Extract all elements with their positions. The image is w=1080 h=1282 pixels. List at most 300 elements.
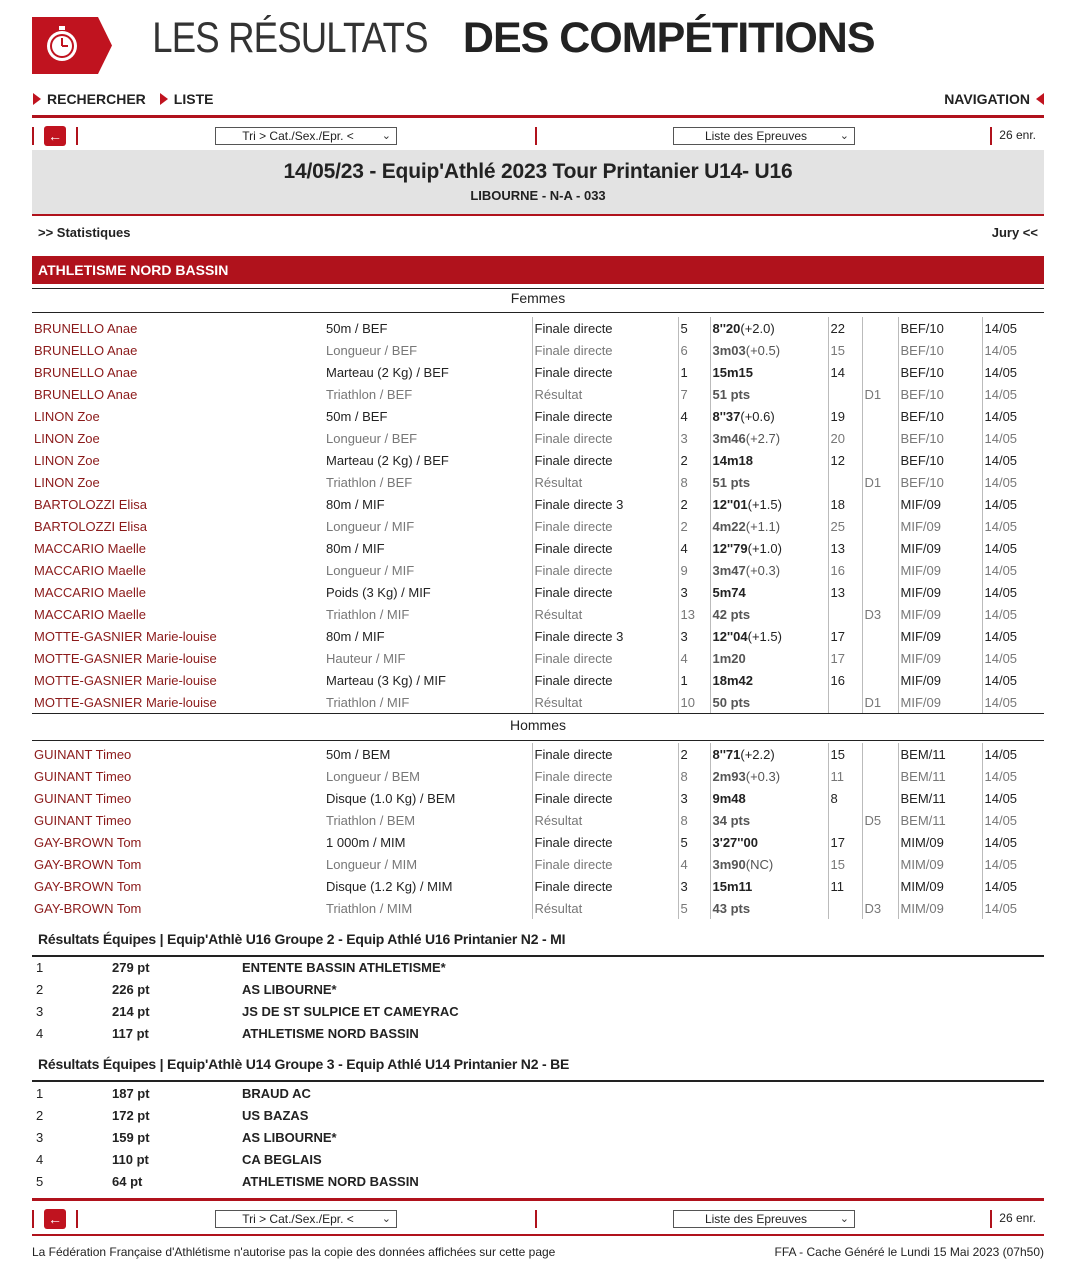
section-femmes: Femmes bbox=[510, 290, 566, 306]
epreuve: Longueur / BEF bbox=[326, 342, 418, 358]
date: 14/05 bbox=[982, 647, 1044, 669]
back-arrow-icon[interactable]: ← bbox=[44, 1209, 66, 1229]
place: 2 bbox=[678, 449, 710, 471]
athlete-name[interactable]: GAY-BROWN Tom bbox=[34, 878, 142, 894]
nav-liste-label: LISTE bbox=[173, 91, 214, 107]
performance bbox=[710, 853, 828, 875]
date: 14/05 bbox=[982, 383, 1044, 405]
athlete-name[interactable]: MOTTE-GASNIER Marie-louise bbox=[34, 694, 217, 710]
result-row bbox=[32, 743, 1044, 765]
divider bbox=[32, 115, 1044, 118]
date: 14/05 bbox=[982, 559, 1044, 581]
epreuve: Triathlon / MIF bbox=[326, 606, 410, 622]
epreuve: Marteau (2 Kg) / BEF bbox=[326, 364, 449, 380]
niveau bbox=[862, 493, 898, 515]
section-hommes: Hommes bbox=[509, 717, 566, 733]
epreuve: 50m / BEF bbox=[326, 320, 388, 336]
date: 14/05 bbox=[982, 405, 1044, 427]
team-rank: 3 bbox=[36, 1003, 44, 1019]
place: 1 bbox=[678, 361, 710, 383]
result-row bbox=[32, 427, 1044, 449]
team-club: BRAUD AC bbox=[242, 1085, 311, 1101]
result-row bbox=[32, 787, 1044, 809]
wind-value: (+2.2) bbox=[740, 746, 775, 762]
performance bbox=[710, 339, 828, 361]
performance bbox=[710, 603, 828, 625]
performance bbox=[710, 897, 828, 919]
category: MIF/09 bbox=[898, 581, 982, 603]
performance-value: 42 pts bbox=[712, 606, 751, 622]
athlete-name[interactable]: LINON Zoe bbox=[34, 452, 100, 468]
tour: Résultat bbox=[532, 471, 678, 493]
team-points: 117 pt bbox=[112, 1025, 149, 1041]
tour: Finale directe bbox=[532, 647, 678, 669]
points: 13 bbox=[828, 581, 862, 603]
niveau bbox=[862, 765, 898, 787]
performance bbox=[710, 625, 828, 647]
nav-rechercher-label: RECHERCHER bbox=[47, 91, 146, 107]
points: 15 bbox=[828, 339, 862, 361]
wind-value: (+0.3) bbox=[745, 562, 781, 578]
result-row bbox=[32, 603, 1044, 625]
result-row bbox=[32, 581, 1044, 603]
club-name: ATHLETISME NORD BASSIN bbox=[32, 256, 1044, 284]
team-rank: 2 bbox=[36, 1107, 44, 1123]
niveau bbox=[862, 787, 898, 809]
divider bbox=[535, 1210, 537, 1228]
date: 14/05 bbox=[982, 339, 1044, 361]
epreuve: Disque (1.0 Kg) / BEM bbox=[326, 790, 456, 806]
performance-value: 51 pts bbox=[712, 474, 751, 490]
performance bbox=[710, 647, 828, 669]
athlete-name[interactable]: GUINANT Timeo bbox=[34, 812, 132, 828]
performance-value: 3m47 bbox=[712, 562, 746, 578]
place: 8 bbox=[678, 809, 710, 831]
performance-value: 12''01 bbox=[712, 496, 748, 512]
team-row bbox=[32, 1000, 1044, 1022]
athlete-name[interactable]: LINON Zoe bbox=[34, 474, 100, 490]
team-rank: 5 bbox=[36, 1173, 44, 1189]
triangle-right-icon bbox=[33, 93, 41, 105]
points: 13 bbox=[828, 537, 862, 559]
points bbox=[828, 691, 862, 713]
team-points: 159 pt bbox=[112, 1129, 150, 1145]
result-row bbox=[32, 405, 1044, 427]
team-rank: 1 bbox=[36, 959, 44, 975]
points: 14 bbox=[828, 361, 862, 383]
sort-select[interactable] bbox=[215, 1210, 397, 1228]
category: BEF/10 bbox=[898, 471, 982, 493]
result-row bbox=[32, 471, 1044, 493]
tour: Finale directe bbox=[532, 427, 678, 449]
category: MIF/09 bbox=[898, 537, 982, 559]
team-results-title: Résultats Équipes | Equip'Athlè U16 Groupe 2 - Equip Athlé U16 Printanier N2 - MI bbox=[38, 931, 566, 947]
epreuves-select[interactable] bbox=[673, 127, 855, 145]
niveau bbox=[862, 875, 898, 897]
chevron-down-icon: ⌄ bbox=[839, 130, 849, 142]
performance-value: 18m42 bbox=[712, 672, 753, 688]
triangle-right-icon bbox=[160, 93, 168, 105]
epreuve: 1 000m / MIM bbox=[326, 834, 406, 850]
niveau bbox=[862, 317, 898, 339]
chevron-down-icon: ⌄ bbox=[839, 1213, 849, 1225]
title-bold: DES COMPÉTITIONS bbox=[462, 14, 875, 62]
tour: Finale directe bbox=[532, 339, 678, 361]
athlete-name[interactable]: BRUNELLO Anae bbox=[34, 364, 138, 380]
date: 14/05 bbox=[982, 669, 1044, 691]
team-points: 279 pt bbox=[112, 959, 150, 975]
performance bbox=[710, 691, 828, 713]
epreuve: Triathlon / MIF bbox=[326, 694, 410, 710]
category: BEF/10 bbox=[898, 449, 982, 471]
category: BEM/11 bbox=[898, 809, 982, 831]
performance bbox=[710, 669, 828, 691]
niveau bbox=[862, 339, 898, 361]
niveau bbox=[862, 831, 898, 853]
place: 3 bbox=[678, 787, 710, 809]
category: MIF/09 bbox=[898, 669, 982, 691]
wind-value: (+2.0) bbox=[740, 320, 775, 336]
epreuve: Triathlon / BEF bbox=[326, 386, 413, 402]
epreuve: Hauteur / MIF bbox=[326, 650, 406, 666]
epreuve: 80m / MIF bbox=[326, 496, 385, 512]
competition-header bbox=[32, 150, 1044, 214]
chevron-down-icon: ⌄ bbox=[381, 1213, 391, 1225]
athlete-name[interactable]: GUINANT Timeo bbox=[34, 768, 132, 784]
place: 2 bbox=[678, 515, 710, 537]
tour: Résultat bbox=[532, 897, 678, 919]
epreuves-select-value: Liste des Epreuves bbox=[704, 129, 808, 143]
date: 14/05 bbox=[982, 691, 1044, 713]
performance bbox=[710, 559, 828, 581]
divider bbox=[32, 288, 1044, 289]
performance bbox=[710, 383, 828, 405]
tour: Finale directe bbox=[532, 317, 678, 339]
athlete-name[interactable]: LINON Zoe bbox=[34, 408, 100, 424]
nav-navigation[interactable] bbox=[944, 90, 1044, 108]
result-row bbox=[32, 361, 1044, 383]
athlete-name[interactable]: GAY-BROWN Tom bbox=[34, 834, 142, 850]
points: 17 bbox=[828, 831, 862, 853]
sort-select-value: Tri > Cat./Sex./Epr. < bbox=[242, 129, 354, 143]
category: BEF/10 bbox=[898, 317, 982, 339]
team-club: JS DE ST SULPICE ET CAMEYRAC bbox=[242, 1003, 459, 1019]
date: 14/05 bbox=[982, 897, 1044, 919]
epreuve: Disque (1.2 Kg) / MIM bbox=[326, 878, 453, 894]
date: 14/05 bbox=[982, 317, 1044, 339]
date: 14/05 bbox=[982, 765, 1044, 787]
category: MIM/09 bbox=[898, 897, 982, 919]
tour: Finale directe bbox=[532, 765, 678, 787]
tour: Résultat bbox=[532, 603, 678, 625]
athlete-name[interactable]: BARTOLOZZI Elisa bbox=[34, 496, 147, 512]
wind-value: (+1.5) bbox=[747, 496, 782, 512]
wind-value: (+1.5) bbox=[747, 628, 782, 644]
performance bbox=[710, 875, 828, 897]
place: 5 bbox=[678, 897, 710, 919]
wind-value: (+0.6) bbox=[740, 408, 775, 424]
performance bbox=[710, 471, 828, 493]
performance bbox=[710, 427, 828, 449]
sort-select-value: Tri > Cat./Sex./Epr. < bbox=[242, 1212, 354, 1226]
points: 11 bbox=[828, 875, 862, 897]
athlete-name[interactable]: MACCARIO Maelle bbox=[34, 540, 146, 556]
record-count: 26 enr. bbox=[999, 1211, 1036, 1225]
performance bbox=[710, 831, 828, 853]
epreuve: Longueur / BEF bbox=[326, 430, 418, 446]
athlete-name[interactable]: BRUNELLO Anae bbox=[34, 320, 138, 336]
footer-cache-info: FFA - Cache Généré le Lundi 15 Mai 2023 (07h50) bbox=[774, 1245, 1044, 1259]
tour: Finale directe bbox=[532, 515, 678, 537]
category: MIF/09 bbox=[898, 559, 982, 581]
epreuve: Triathlon / BEM bbox=[326, 812, 416, 828]
result-row bbox=[32, 853, 1044, 875]
result-row bbox=[32, 317, 1044, 339]
tour: Finale directe bbox=[532, 787, 678, 809]
team-rank: 3 bbox=[36, 1129, 44, 1145]
tour: Résultat bbox=[532, 809, 678, 831]
team-rank: 1 bbox=[36, 1085, 44, 1101]
performance-value: 3m03 bbox=[712, 342, 746, 358]
divider bbox=[990, 1210, 992, 1228]
divider bbox=[32, 1198, 1044, 1201]
place: 3 bbox=[678, 625, 710, 647]
points: 15 bbox=[828, 743, 862, 765]
niveau bbox=[862, 669, 898, 691]
epreuve: Longueur / MIF bbox=[326, 562, 415, 578]
category: MIF/09 bbox=[898, 603, 982, 625]
result-row bbox=[32, 339, 1044, 361]
tour: Finale directe bbox=[532, 875, 678, 897]
niveau bbox=[862, 625, 898, 647]
place: 10 bbox=[678, 691, 710, 713]
performance bbox=[710, 765, 828, 787]
result-row bbox=[32, 831, 1044, 853]
place: 2 bbox=[678, 493, 710, 515]
result-row bbox=[32, 515, 1044, 537]
place: 3 bbox=[678, 581, 710, 603]
niveau bbox=[862, 537, 898, 559]
nav-liste[interactable] bbox=[160, 91, 214, 107]
team-club: ATHLETISME NORD BASSIN bbox=[242, 1173, 419, 1189]
performance-value: 2m93 bbox=[712, 768, 746, 784]
athlete-name[interactable]: GAY-BROWN Tom bbox=[34, 856, 142, 872]
wind-value: (+2.7) bbox=[745, 430, 781, 446]
team-row bbox=[32, 1170, 1044, 1192]
epreuves-select-value: Liste des Epreuves bbox=[704, 1212, 808, 1226]
divider bbox=[32, 1210, 34, 1228]
points bbox=[828, 897, 862, 919]
category: MIF/09 bbox=[898, 647, 982, 669]
epreuve: Marteau (3 Kg) / MIF bbox=[326, 672, 446, 688]
points: 17 bbox=[828, 647, 862, 669]
points: 19 bbox=[828, 405, 862, 427]
place: 4 bbox=[678, 537, 710, 559]
tour: Finale directe bbox=[532, 449, 678, 471]
points: 17 bbox=[828, 625, 862, 647]
performance-value: 3m90 bbox=[712, 856, 746, 872]
performance-value: 14m18 bbox=[712, 452, 753, 468]
epreuves-select[interactable] bbox=[673, 1210, 855, 1228]
tour: Finale directe bbox=[532, 537, 678, 559]
performance bbox=[710, 405, 828, 427]
date: 14/05 bbox=[982, 515, 1044, 537]
divider bbox=[32, 312, 1044, 313]
sort-select[interactable] bbox=[215, 127, 397, 145]
tour: Résultat bbox=[532, 691, 678, 713]
epreuve: 80m / MIF bbox=[326, 540, 385, 556]
date: 14/05 bbox=[982, 581, 1044, 603]
athlete-name[interactable]: BRUNELLO Anae bbox=[34, 386, 138, 402]
points: 16 bbox=[828, 669, 862, 691]
team-points: 110 pt bbox=[112, 1151, 149, 1167]
team-rank: 4 bbox=[36, 1025, 44, 1041]
nav-navigation-label: NAVIGATION bbox=[944, 91, 1030, 107]
athlete-name[interactable]: MACCARIO Maelle bbox=[34, 584, 146, 600]
place: 1 bbox=[678, 669, 710, 691]
back-arrow-icon[interactable]: ← bbox=[44, 126, 66, 146]
team-results-table bbox=[32, 956, 1044, 1044]
date: 14/05 bbox=[982, 537, 1044, 559]
points bbox=[828, 471, 862, 493]
epreuve: 50m / BEF bbox=[326, 408, 388, 424]
points: 16 bbox=[828, 559, 862, 581]
date: 14/05 bbox=[982, 809, 1044, 831]
date: 14/05 bbox=[982, 853, 1044, 875]
tour: Résultat bbox=[532, 383, 678, 405]
performance-value: 9m48 bbox=[712, 790, 746, 806]
result-row bbox=[32, 809, 1044, 831]
divider bbox=[32, 214, 1044, 216]
divider bbox=[32, 1234, 1044, 1236]
page-header bbox=[0, 0, 1080, 80]
place: 2 bbox=[678, 743, 710, 765]
record-count: 26 enr. bbox=[999, 128, 1036, 142]
result-row bbox=[32, 875, 1044, 897]
athlete-name[interactable]: LINON Zoe bbox=[34, 430, 100, 446]
divider bbox=[76, 127, 78, 145]
performance-value: 3m46 bbox=[712, 430, 746, 446]
results-table-femmes bbox=[32, 317, 1044, 713]
performance-value: 1m20 bbox=[712, 650, 746, 666]
tour: Finale directe 3 bbox=[532, 625, 678, 647]
athlete-name[interactable]: MOTTE-GASNIER Marie-louise bbox=[34, 628, 217, 644]
place: 3 bbox=[678, 875, 710, 897]
category: BEF/10 bbox=[898, 405, 982, 427]
team-club: CA BEGLAIS bbox=[242, 1151, 322, 1167]
epreuve: Longueur / MIF bbox=[326, 518, 415, 534]
performance-value: 43 pts bbox=[712, 900, 751, 916]
footer-disclaimer: La Fédération Française d'Athlétisme n'autorise pas la copie des données affichées sur cette page bbox=[32, 1245, 556, 1259]
team-points: 64 pt bbox=[112, 1173, 143, 1189]
athlete-name[interactable]: GUINANT Timeo bbox=[34, 746, 132, 762]
team-row bbox=[32, 1082, 1044, 1104]
tour: Finale directe bbox=[532, 853, 678, 875]
athlete-name[interactable]: GAY-BROWN Tom bbox=[34, 900, 142, 916]
result-row bbox=[32, 765, 1044, 787]
result-row bbox=[32, 537, 1044, 559]
niveau bbox=[862, 405, 898, 427]
epreuve: Longueur / MIM bbox=[326, 856, 418, 872]
points bbox=[828, 383, 862, 405]
place: 8 bbox=[678, 765, 710, 787]
place: 7 bbox=[678, 383, 710, 405]
category: MIF/09 bbox=[898, 515, 982, 537]
team-row bbox=[32, 1126, 1044, 1148]
performance-value: 34 pts bbox=[712, 812, 751, 828]
divider bbox=[76, 1210, 78, 1228]
place: 5 bbox=[678, 831, 710, 853]
result-row bbox=[32, 625, 1044, 647]
result-row bbox=[32, 691, 1044, 713]
performance-value: 3'27''00 bbox=[712, 834, 758, 850]
athlete-name[interactable]: BRUNELLO Anae bbox=[34, 342, 138, 358]
place: 5 bbox=[678, 317, 710, 339]
team-results-table bbox=[32, 1082, 1044, 1192]
epreuve: Triathlon / BEF bbox=[326, 474, 413, 490]
title-light: LES RÉSULTATS bbox=[152, 14, 428, 62]
niveau bbox=[862, 581, 898, 603]
place: 3 bbox=[678, 427, 710, 449]
performance-value: 51 pts bbox=[712, 386, 751, 402]
team-rank: 2 bbox=[36, 981, 44, 997]
triangle-left-icon bbox=[1036, 93, 1044, 105]
jury-link[interactable]: Jury << bbox=[991, 225, 1038, 240]
place: 4 bbox=[678, 405, 710, 427]
category: BEF/10 bbox=[898, 427, 982, 449]
athlete-name[interactable]: BARTOLOZZI Elisa bbox=[34, 518, 147, 534]
athlete-name[interactable]: MACCARIO Maelle bbox=[34, 606, 146, 622]
place: 8 bbox=[678, 471, 710, 493]
nav-left bbox=[33, 90, 227, 108]
team-row bbox=[32, 1148, 1044, 1170]
statistiques-link[interactable]: >> Statistiques bbox=[38, 225, 131, 240]
place: 6 bbox=[678, 339, 710, 361]
athlete-name[interactable]: MOTTE-GASNIER Marie-louise bbox=[34, 672, 217, 688]
tour: Finale directe bbox=[532, 581, 678, 603]
performance bbox=[710, 449, 828, 471]
place: 9 bbox=[678, 559, 710, 581]
epreuve: Triathlon / MIM bbox=[326, 900, 413, 916]
result-row bbox=[32, 559, 1044, 581]
performance-value: 8''37 bbox=[712, 408, 741, 424]
team-row bbox=[32, 1022, 1044, 1044]
result-row bbox=[32, 493, 1044, 515]
niveau bbox=[862, 647, 898, 669]
team-row bbox=[32, 978, 1044, 1000]
stopwatch-icon[interactable] bbox=[32, 17, 112, 74]
date: 14/05 bbox=[982, 625, 1044, 647]
athlete-name[interactable]: GUINANT Timeo bbox=[34, 790, 132, 806]
divider bbox=[990, 127, 992, 145]
niveau: D1 bbox=[862, 383, 898, 405]
category: BEM/11 bbox=[898, 787, 982, 809]
athlete-name[interactable]: MACCARIO Maelle bbox=[34, 562, 146, 578]
niveau bbox=[862, 449, 898, 471]
performance bbox=[710, 537, 828, 559]
category: BEF/10 bbox=[898, 339, 982, 361]
athlete-name[interactable]: MOTTE-GASNIER Marie-louise bbox=[34, 650, 217, 666]
nav-rechercher[interactable] bbox=[33, 91, 146, 107]
wind-value: (+0.5) bbox=[745, 342, 781, 358]
team-club: ENTENTE BASSIN ATHLETISME* bbox=[242, 959, 446, 975]
category: BEF/10 bbox=[898, 383, 982, 405]
wind-value: (+1.0) bbox=[747, 540, 782, 556]
performance bbox=[710, 787, 828, 809]
performance-value: 15m11 bbox=[712, 878, 753, 894]
team-row bbox=[32, 956, 1044, 978]
points: 22 bbox=[828, 317, 862, 339]
